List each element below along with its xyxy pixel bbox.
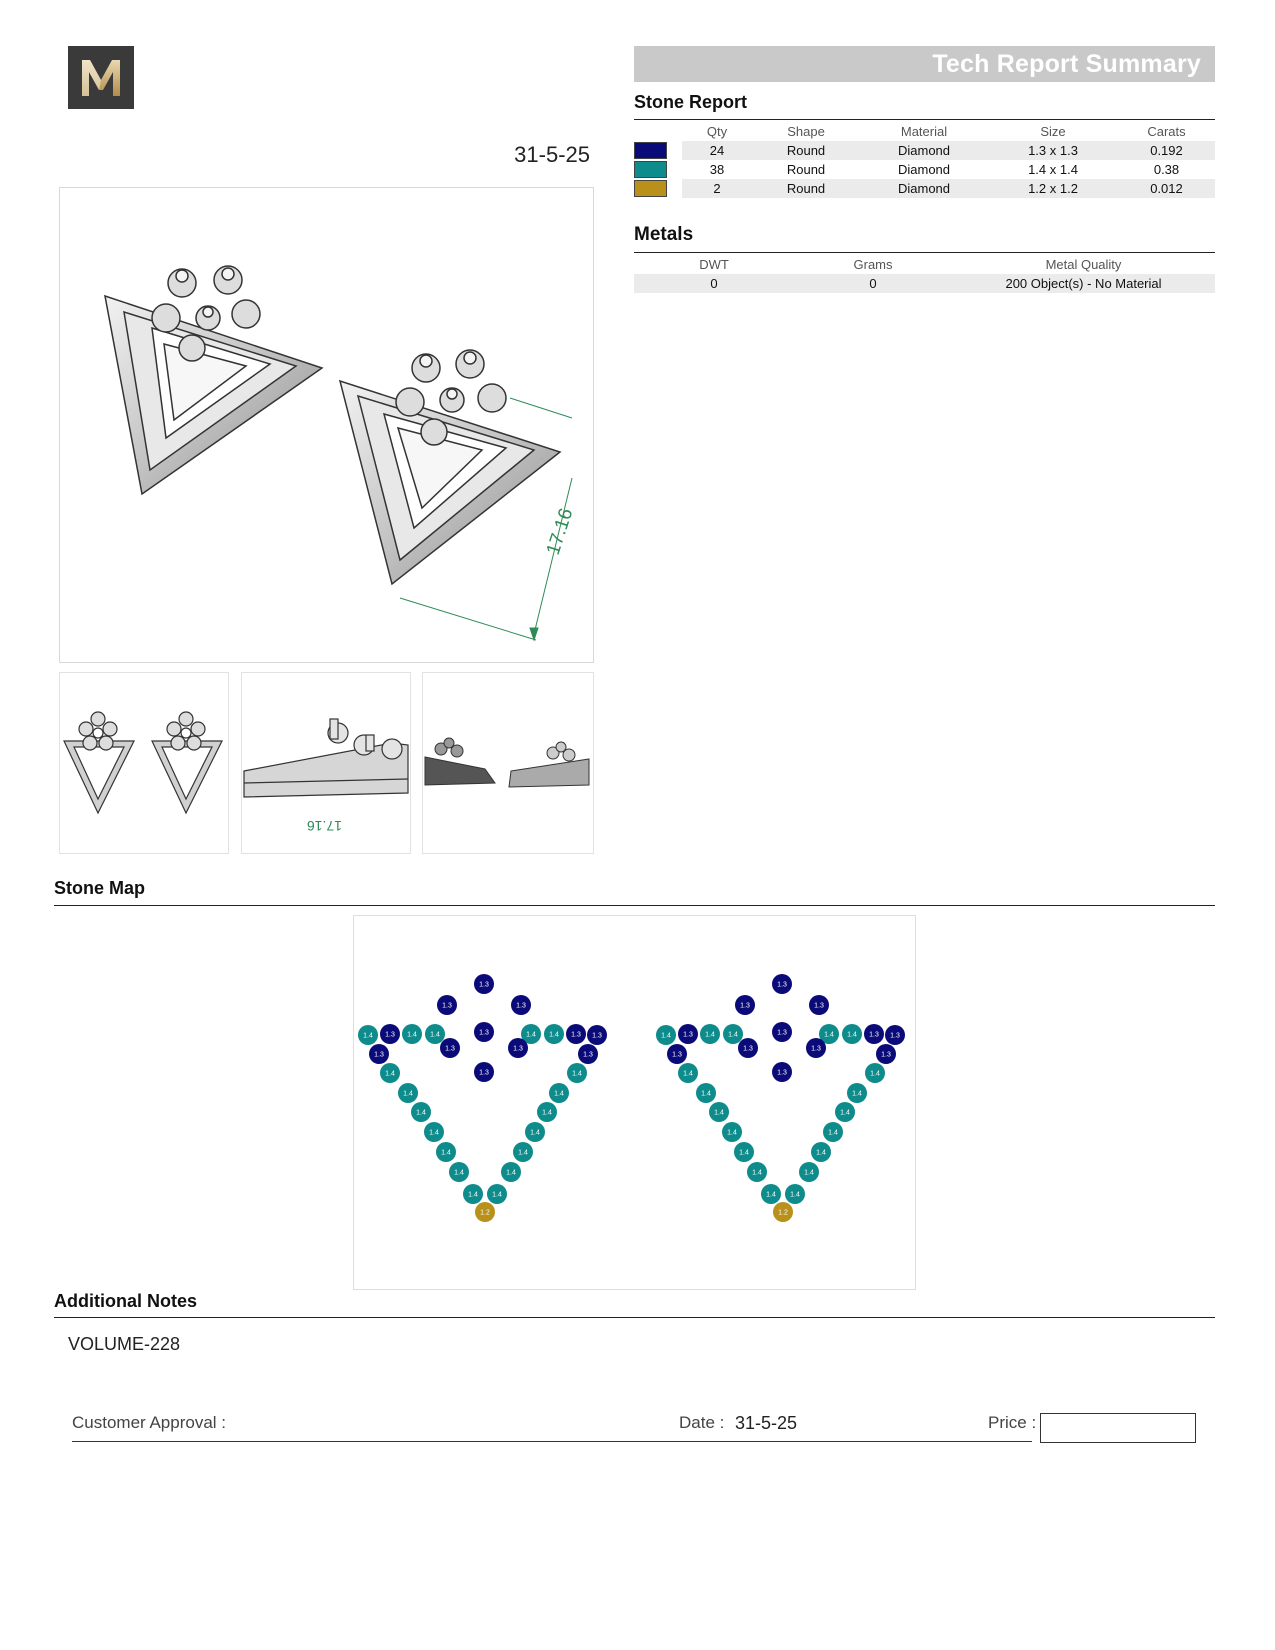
stone-size-label: 1.4 [554,1090,564,1098]
col-dwt: DWT [699,257,729,272]
stone-marker [411,1102,431,1122]
stone-marker [709,1102,729,1122]
stone-marker [734,1142,754,1162]
stone-marker [885,1025,905,1045]
cell-carats: 0.192 [1118,141,1215,160]
stone-marker [437,995,457,1015]
col-material: Material [900,124,948,139]
customer-approval-label: Customer Approval : [72,1413,227,1432]
col-swatch [634,122,682,141]
earring-render-right [340,350,560,584]
stone-size-label: 1.4 [739,1149,749,1157]
cell-carats: 0.012 [1118,179,1215,198]
stone-marker [549,1083,569,1103]
price-input[interactable] [1040,1413,1196,1443]
cell-size: 1.2 x 1.2 [988,179,1118,198]
stone-size-label: 1.3 [777,1029,787,1037]
stone-marker [678,1063,698,1083]
stone-report-rule [634,119,1215,120]
stone-marker [475,1202,495,1222]
stone-size-label: 1.4 [752,1169,762,1177]
table-row [634,160,1215,179]
stone-size-label: 1.4 [407,1031,417,1039]
stone-size-label: 1.3 [811,1045,821,1053]
stone-size-label: 1.4 [727,1129,737,1137]
stone-marker [823,1122,843,1142]
cell-size: 1.3 x 1.3 [988,141,1118,160]
stone-marker [440,1038,460,1058]
stone-marker [544,1024,564,1044]
notes-rule [54,1317,1215,1318]
stone-marker [747,1162,767,1182]
stone-size-label: 1.4 [549,1031,559,1039]
cell-qty: 24 [682,141,752,160]
col-shape: Shape [787,124,825,139]
stone-marker [876,1044,896,1064]
stone-marker [525,1122,545,1142]
stone-size-label: 1.3 [777,1069,787,1077]
stone-marker [696,1083,716,1103]
summary-header-bar [634,46,1215,82]
stone-marker [772,1022,792,1042]
stone-size-label: 1.3 [592,1032,602,1040]
stone-size-label: 1.4 [701,1090,711,1098]
stone-marker [513,1142,533,1162]
stone-marker [678,1024,698,1044]
cell-carats: 0.38 [1153,162,1180,177]
stone-size-label: 1.4 [705,1031,715,1039]
stone-marker [380,1024,400,1044]
cell-shape: Round [752,179,860,198]
approval-line [72,1441,1032,1442]
notes-text: VOLUME-228 [68,1334,181,1354]
stone-marker [398,1083,418,1103]
stone-size-label: 1.3 [740,1002,750,1010]
price-label: Price : [988,1413,1037,1432]
stone-marker [865,1063,885,1083]
color-swatch [634,161,667,178]
stone-marker [402,1024,422,1044]
stone-map-diagram [354,916,915,1289]
stone-size-label: 1.4 [363,1032,373,1040]
stone-size-label: 1.4 [728,1031,738,1039]
table-row [634,274,1215,293]
stone-marker [700,1024,720,1044]
metals-table [634,255,1215,293]
notes-title: Additional Notes [54,1291,197,1311]
col-grams: Grams [853,257,893,272]
stone-marker [809,995,829,1015]
stone-marker [474,1022,494,1042]
date-label: Date : [679,1413,725,1432]
earring-render-left [105,266,322,494]
stone-marker [358,1025,378,1045]
report-date: 31-5-25 [514,142,590,167]
stone-size-label: 1.4 [429,1129,439,1137]
stone-size-label: 1.4 [506,1169,516,1177]
stone-marker [722,1122,742,1142]
cell-qty: 2 [682,179,752,198]
stone-size-label: 1.3 [479,981,489,989]
stone-map-panel [353,915,916,1290]
stone-size-label: 1.3 [479,1029,489,1037]
col-metal-quality: Metal Quality [1045,257,1122,272]
stone-size-label: 1.3 [869,1031,879,1039]
stone-size-label: 1.4 [530,1129,540,1137]
stone-marker [425,1024,445,1044]
stone-marker [835,1102,855,1122]
stone-marker [772,974,792,994]
cell-material: Diamond [860,141,988,160]
stone-marker [508,1038,528,1058]
stone-size-label: 1.4 [492,1191,502,1199]
cell-material: Diamond [897,162,951,177]
stone-marker [799,1162,819,1182]
stone-marker [667,1044,687,1064]
stone-size-label: 1.3 [683,1031,693,1039]
stone-marker [723,1024,743,1044]
stone-marker [567,1063,587,1083]
stone-size-label: 1.4 [454,1169,464,1177]
stone-size-label: 1.3 [385,1031,395,1039]
stone-marker [566,1024,586,1044]
stone-marker [424,1122,444,1142]
cell-qty: 38 [709,162,725,177]
stone-marker [537,1102,557,1122]
metals-title: Metals [634,224,694,245]
color-swatch [634,180,667,197]
stone-size-label: 1.3 [571,1031,581,1039]
stone-size-label: 1.4 [518,1149,528,1157]
stone-size-label: 1.4 [790,1191,800,1199]
stone-size-label: 1.4 [661,1032,671,1040]
date-value: 31-5-25 [735,1413,798,1433]
stone-map-rule [54,905,1215,906]
cell-size: 1.4 x 1.4 [1028,162,1078,177]
stone-size-label: 1.4 [714,1109,724,1117]
stone-marker [773,1202,793,1222]
stone-marker [474,974,494,994]
stone-size-label: 1.4 [572,1070,582,1078]
cell-shape: Round [786,162,826,177]
table-row [634,179,1215,198]
stone-size-label: 1.4 [385,1070,395,1078]
stone-size-label: 1.3 [890,1032,900,1040]
stone-report-table [634,122,1215,198]
cell-dwt: 0 [634,274,794,293]
stone-marker [474,1062,494,1082]
stone-size-label: 1.3 [513,1045,523,1053]
table-row [634,141,1215,160]
stone-size-label: 1.4 [683,1070,693,1078]
stone-size-label: 1.4 [824,1031,834,1039]
stone-size-label: 1.2 [480,1209,490,1217]
stone-size-label: 1.4 [828,1129,838,1137]
stone-size-label: 1.4 [766,1191,776,1199]
main-render-view [59,187,594,663]
cell-material: Diamond [860,179,988,198]
stone-size-label: 1.3 [516,1002,526,1010]
stone-size-label: 1.4 [847,1031,857,1039]
stone-marker [785,1184,805,1204]
cell-grams: 0 [794,274,952,293]
stone-size-label: 1.3 [583,1051,593,1059]
stone-size-label: 1.4 [816,1149,826,1157]
stone-marker [511,995,531,1015]
stone-marker [847,1083,867,1103]
stone-marker [487,1184,507,1204]
col-carats: Carats [1147,124,1186,139]
stone-marker [735,995,755,1015]
stone-size-label: 1.3 [374,1051,384,1059]
stone-size-label: 1.2 [778,1209,788,1217]
dimension-label: 17.16 [542,505,578,558]
thumbnail-side-view[interactable] [241,672,411,854]
stone-marker [738,1038,758,1058]
stone-marker [463,1184,483,1204]
stone-marker [587,1025,607,1045]
thumbnail-front-view[interactable] [59,672,229,854]
stone-size-label: 1.3 [881,1051,891,1059]
cell-metal-quality: 200 Object(s) - No Material [952,274,1215,293]
stone-size-label: 1.4 [542,1109,552,1117]
stone-size-label: 1.3 [445,1045,455,1053]
stone-size-label: 1.4 [441,1149,451,1157]
stone-marker [761,1184,781,1204]
thumbnail-top-view[interactable] [422,672,594,854]
stone-marker [772,1062,792,1082]
stone-size-label: 1.3 [442,1002,452,1010]
stone-size-label: 1.3 [814,1002,824,1010]
stone-report-title: Stone Report [634,92,748,112]
col-qty: Qty [706,124,728,139]
stone-marker [864,1024,884,1044]
stone-marker [811,1142,831,1162]
summary-title: Tech Report Summary [932,50,1201,78]
stone-marker [656,1025,676,1045]
stone-size-label: 1.4 [526,1031,536,1039]
stone-marker [578,1044,598,1064]
stone-marker [842,1024,862,1044]
stone-size-label: 1.3 [777,981,787,989]
stone-size-label: 1.4 [430,1031,440,1039]
stone-marker [369,1044,389,1064]
stone-size-label: 1.4 [416,1109,426,1117]
col-size: Size [1040,124,1066,139]
stone-size-label: 1.3 [743,1045,753,1053]
stone-marker [449,1162,469,1182]
stone-size-label: 1.3 [672,1051,682,1059]
stone-size-label: 1.4 [804,1169,814,1177]
stone-size-label: 1.4 [403,1090,413,1098]
stone-size-label: 1.4 [468,1191,478,1199]
thumb-dimension-label: 17.16 [306,818,342,834]
stone-size-label: 1.4 [852,1090,862,1098]
stone-marker [501,1162,521,1182]
company-logo [68,46,134,109]
stone-marker [436,1142,456,1162]
stone-size-label: 1.3 [479,1069,489,1077]
stone-map-title: Stone Map [54,878,146,898]
stone-marker [806,1038,826,1058]
metals-rule [634,252,1215,253]
stone-size-label: 1.4 [870,1070,880,1078]
color-swatch [634,142,667,159]
stone-size-label: 1.4 [840,1109,850,1117]
stone-marker [380,1063,400,1083]
cell-shape: Round [752,141,860,160]
